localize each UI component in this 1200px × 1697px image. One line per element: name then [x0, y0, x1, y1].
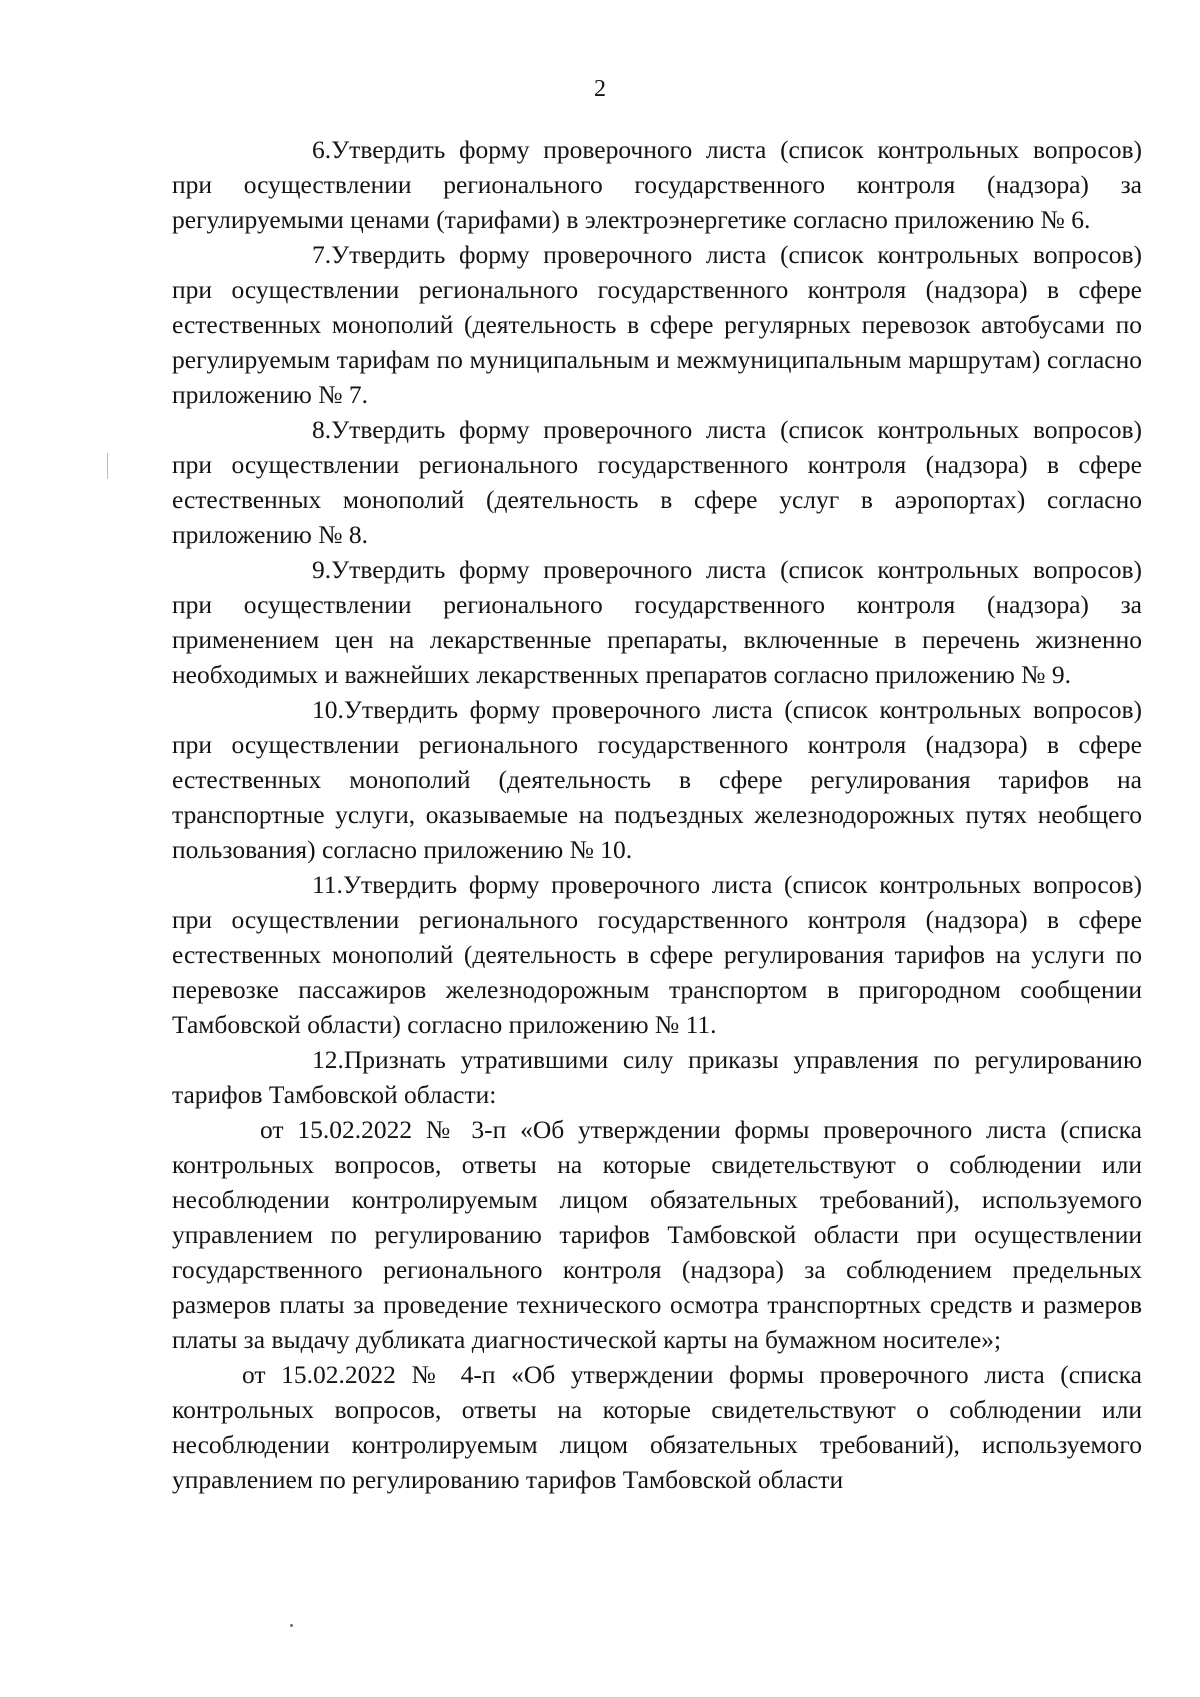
item-10-paragraph [172, 692, 1142, 867]
item-8-paragraph [172, 412, 1142, 552]
item-7-paragraph [172, 237, 1142, 412]
item-8-text: Утвердить форму проверочного листа (список контрольных вопросов) при осуществлении регионального государственного контроля (надзора) в сфере естественных монополий (деятельность в сфере услуг в аэропортах) согласно приложению № 8. [172, 415, 1142, 549]
item-11-paragraph [172, 867, 1142, 1042]
item-12-paragraph [172, 1042, 1142, 1112]
item-9-number: 9. [312, 555, 332, 584]
item-7-text: Утвердить форму проверочного листа (список контрольных вопросов) при осуществлении регионального государственного контроля (надзора) в сфере естественных монополий (деятельность в сфере регулярных перевозок автобусами по регулируемым тарифам по муниципальным и межмуниципальным маршрутам) согласно приложению № 7. [172, 240, 1142, 409]
item-12-text: Признать утратившими силу приказы управления по регулированию тарифов Тамбовской области: [172, 1045, 1142, 1109]
scan-margin-mark [107, 453, 108, 479]
document-body [172, 132, 1142, 1497]
repealed-order-4p: от 15.02.2022 № 4-п «Об утверждении формы проверочного листа (списка контрольных вопросов, ответы на которые свидетельствуют о соблюдении или несоблюдении контролируемым лицом обязательных требований), используемого управлением по регулированию тарифов Тамбовской области [172, 1360, 1142, 1494]
item-12-number: 12. [312, 1045, 344, 1074]
scan-speck [290, 1624, 293, 1627]
repealed-order-3p: от 15.02.2022 № 3-п «Об утверждении формы проверочного листа (списка контрольных вопросов, ответы на которые свидетельствуют о соблюдении или несоблюдении контролируемым лицом обязательных требований), используемого управлением по регулированию тарифов Тамбовской области при осуществлении государственного регионального контроля (надзора) за соблюдением предельных размеров платы за проведение технического осмотра транспортных средств и размеров платы за выдачу дубликата диагностической карты на бумажном носителе»; [172, 1115, 1142, 1354]
item-10-text: Утвердить форму проверочного листа (список контрольных вопросов) при осуществлении регионального государственного контроля (надзора) в сфере естественных монополий (деятельность в сфере регулирования тарифов на транспортные услуги, оказываемые на подъездных железнодорожных путях необщего пользования) согласно приложению № 10. [172, 695, 1142, 864]
item-9-text: Утвердить форму проверочного листа (список контрольных вопросов) при осуществлении регионального государственного контроля (надзора) за применением цен на лекарственные препараты, включенные в перечень жизненно необходимых и важнейших лекарственных препаратов согласно приложению № 9. [172, 555, 1142, 689]
item-11-text: Утвердить форму проверочного листа (список контрольных вопросов) при осуществлении регионального государственного контроля (надзора) в сфере естественных монополий (деятельность в сфере регулирования тарифов на услуги по перевозке пассажиров железнодорожным транспортом в пригородном сообщении Тамбовской области) согласно приложению № 11. [172, 870, 1142, 1039]
item-6-number: 6. [312, 135, 332, 164]
item-7-number: 7. [312, 240, 332, 269]
page-number: 2 [594, 76, 606, 102]
item-11-number: 11. [312, 870, 343, 899]
item-9-paragraph [172, 552, 1142, 692]
item-8-number: 8. [312, 415, 332, 444]
item-10-number: 10. [312, 695, 344, 724]
item-6-paragraph [172, 132, 1142, 237]
item-6-text: Утвердить форму проверочного листа (список контрольных вопросов) при осуществлении регионального государственного контроля (надзора) за регулируемыми ценами (тарифами) в электроэнергетике согласно приложению № 6. [172, 135, 1142, 234]
